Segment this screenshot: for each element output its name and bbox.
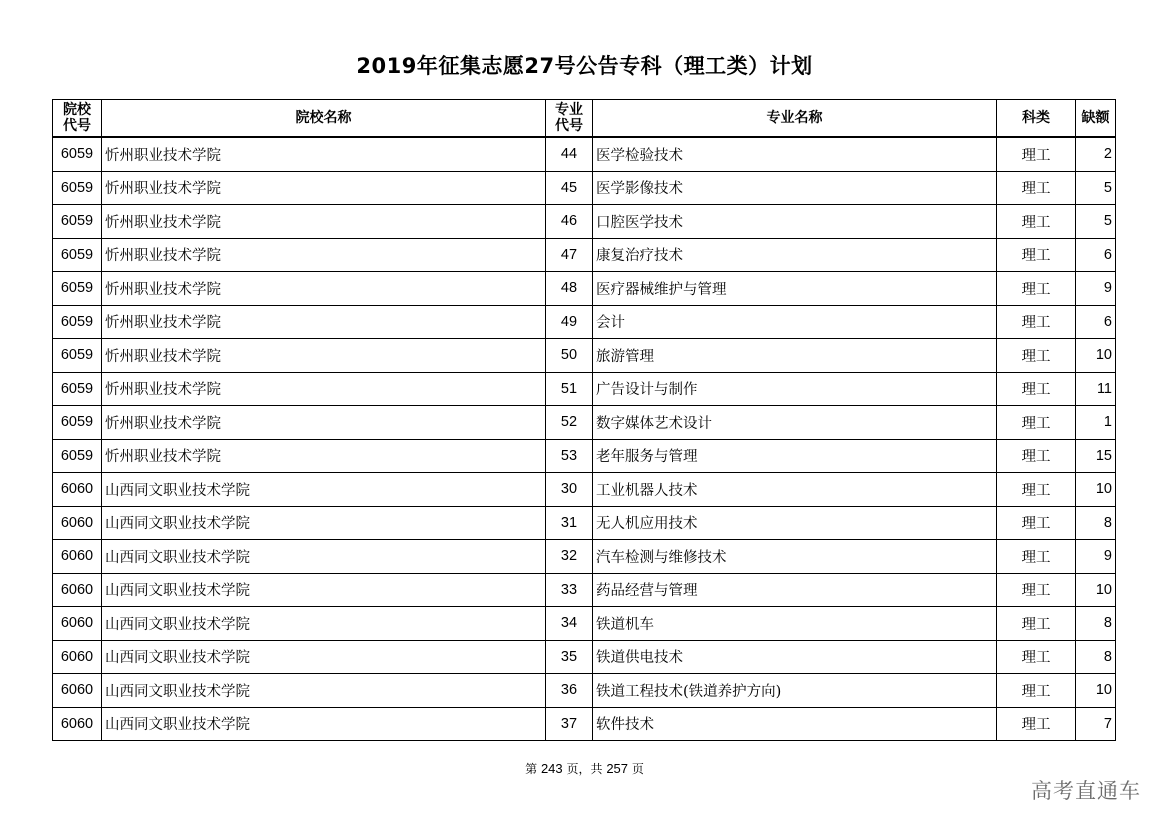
category-cell: 理工 <box>997 406 1076 440</box>
major-code-cell: 52 <box>546 406 593 440</box>
school-code-cell: 6060 <box>53 707 102 741</box>
school-name-cell: 山西同文职业技术学院 <box>102 473 546 507</box>
major-name-cell: 医疗器械维护与管理 <box>593 272 997 306</box>
school-name-cell: 山西同文职业技术学院 <box>102 506 546 540</box>
major-name-cell: 汽车检测与维修技术 <box>593 540 997 574</box>
school-code-cell: 6060 <box>53 473 102 507</box>
vacancies-cell: 8 <box>1076 640 1116 674</box>
school-code-cell: 6059 <box>53 171 102 205</box>
major-code-cell: 36 <box>546 674 593 708</box>
category-cell: 理工 <box>997 205 1076 239</box>
school-name-cell: 忻州职业技术学院 <box>102 439 546 473</box>
current-page-number: 243 <box>540 761 563 776</box>
header-school-name: 院校名称 <box>102 100 546 138</box>
school-code-cell: 6060 <box>53 674 102 708</box>
admission-plan-table <box>52 99 1116 741</box>
school-name-cell: 忻州职业技术学院 <box>102 137 546 171</box>
page-number-footer <box>0 760 1169 777</box>
table-row <box>53 238 1116 272</box>
school-name-cell: 忻州职业技术学院 <box>102 205 546 239</box>
vacancies-cell: 10 <box>1076 674 1116 708</box>
school-code-cell: 6059 <box>53 238 102 272</box>
category-cell: 理工 <box>997 372 1076 406</box>
school-name-cell: 忻州职业技术学院 <box>102 238 546 272</box>
school-name-cell: 忻州职业技术学院 <box>102 272 546 306</box>
table-row <box>53 506 1116 540</box>
major-code-cell: 37 <box>546 707 593 741</box>
school-name-cell: 忻州职业技术学院 <box>102 305 546 339</box>
major-code-cell: 45 <box>546 171 593 205</box>
category-cell: 理工 <box>997 540 1076 574</box>
category-cell: 理工 <box>997 674 1076 708</box>
school-code-cell: 6059 <box>53 339 102 373</box>
table-row <box>53 473 1116 507</box>
vacancies-cell: 10 <box>1076 473 1116 507</box>
major-name-cell: 广告设计与制作 <box>593 372 997 406</box>
table-row <box>53 540 1116 574</box>
category-cell: 理工 <box>997 137 1076 171</box>
school-code-cell: 6060 <box>53 607 102 641</box>
footer-prefix: 第 <box>525 762 538 776</box>
category-cell: 理工 <box>997 171 1076 205</box>
category-cell: 理工 <box>997 272 1076 306</box>
major-name-cell: 医学检验技术 <box>593 137 997 171</box>
category-cell: 理工 <box>997 238 1076 272</box>
school-code-cell: 6059 <box>53 406 102 440</box>
table-row <box>53 674 1116 708</box>
watermark-text: 高考直通车 <box>1031 779 1141 803</box>
major-code-cell: 32 <box>546 540 593 574</box>
major-code-cell: 51 <box>546 372 593 406</box>
major-name-cell: 旅游管理 <box>593 339 997 373</box>
total-pages-number: 257 <box>606 761 629 776</box>
table-row <box>53 137 1116 171</box>
major-code-cell: 49 <box>546 305 593 339</box>
school-name-cell: 山西同文职业技术学院 <box>102 573 546 607</box>
header-major-name: 专业名称 <box>593 100 997 138</box>
school-code-cell: 6059 <box>53 137 102 171</box>
vacancies-cell: 5 <box>1076 205 1116 239</box>
major-name-cell: 会计 <box>593 305 997 339</box>
table-row <box>53 305 1116 339</box>
vacancies-cell: 7 <box>1076 707 1116 741</box>
major-name-cell: 数字媒体艺术设计 <box>593 406 997 440</box>
table-row <box>53 339 1116 373</box>
school-code-cell: 6059 <box>53 372 102 406</box>
vacancies-cell: 9 <box>1076 540 1116 574</box>
major-code-cell: 44 <box>546 137 593 171</box>
major-name-cell: 康复治疗技术 <box>593 238 997 272</box>
category-cell: 理工 <box>997 506 1076 540</box>
vacancies-cell: 8 <box>1076 506 1116 540</box>
school-name-cell: 忻州职业技术学院 <box>102 372 546 406</box>
table-row <box>53 607 1116 641</box>
major-code-cell: 33 <box>546 573 593 607</box>
school-code-cell: 6060 <box>53 640 102 674</box>
school-code-cell: 6059 <box>53 439 102 473</box>
major-name-cell: 铁道供电技术 <box>593 640 997 674</box>
major-name-cell: 铁道机车 <box>593 607 997 641</box>
major-code-cell: 53 <box>546 439 593 473</box>
category-cell: 理工 <box>997 439 1076 473</box>
table-row <box>53 272 1116 306</box>
table-row <box>53 171 1116 205</box>
school-code-cell: 6060 <box>53 540 102 574</box>
school-name-cell: 山西同文职业技术学院 <box>102 540 546 574</box>
vacancies-cell: 8 <box>1076 607 1116 641</box>
table-row <box>53 205 1116 239</box>
major-code-cell: 34 <box>546 607 593 641</box>
major-name-cell: 铁道工程技术(铁道养护方向) <box>593 674 997 708</box>
vacancies-cell: 10 <box>1076 339 1116 373</box>
vacancies-cell: 9 <box>1076 272 1116 306</box>
page-title: 2019年征集志愿27号公告专科（理工类）计划 <box>356 54 813 78</box>
major-name-cell: 药品经营与管理 <box>593 573 997 607</box>
vacancies-cell: 1 <box>1076 406 1116 440</box>
header-category: 科类 <box>997 100 1076 138</box>
category-cell: 理工 <box>997 473 1076 507</box>
school-name-cell: 忻州职业技术学院 <box>102 171 546 205</box>
header-major-code: 专业 代号 <box>546 100 593 138</box>
category-cell: 理工 <box>997 607 1076 641</box>
vacancies-cell: 11 <box>1076 372 1116 406</box>
category-cell: 理工 <box>997 707 1076 741</box>
major-code-cell: 30 <box>546 473 593 507</box>
school-code-cell: 6059 <box>53 305 102 339</box>
school-code-cell: 6060 <box>53 573 102 607</box>
table-row <box>53 406 1116 440</box>
category-cell: 理工 <box>997 305 1076 339</box>
school-name-cell: 山西同文职业技术学院 <box>102 674 546 708</box>
vacancies-cell: 10 <box>1076 573 1116 607</box>
vacancies-cell: 2 <box>1076 137 1116 171</box>
vacancies-cell: 5 <box>1076 171 1116 205</box>
school-name-cell: 忻州职业技术学院 <box>102 339 546 373</box>
vacancies-cell: 15 <box>1076 439 1116 473</box>
major-code-cell: 35 <box>546 640 593 674</box>
school-name-cell: 山西同文职业技术学院 <box>102 607 546 641</box>
major-name-cell: 软件技术 <box>593 707 997 741</box>
category-cell: 理工 <box>997 573 1076 607</box>
major-code-cell: 50 <box>546 339 593 373</box>
table-row <box>53 372 1116 406</box>
major-name-cell: 医学影像技术 <box>593 171 997 205</box>
footer-suffix: 页 <box>631 762 644 776</box>
header-school-code: 院校 代号 <box>53 100 102 138</box>
school-code-cell: 6059 <box>53 205 102 239</box>
table-header-row <box>53 100 1116 138</box>
table-row <box>53 439 1116 473</box>
school-code-cell: 6059 <box>53 272 102 306</box>
major-name-cell: 老年服务与管理 <box>593 439 997 473</box>
major-code-cell: 31 <box>546 506 593 540</box>
major-name-cell: 口腔医学技术 <box>593 205 997 239</box>
table-row <box>53 640 1116 674</box>
footer-middle: 页，共 <box>566 762 603 776</box>
header-vacancies: 缺额 <box>1076 100 1116 138</box>
school-name-cell: 山西同文职业技术学院 <box>102 707 546 741</box>
table-row <box>53 573 1116 607</box>
category-cell: 理工 <box>997 640 1076 674</box>
major-name-cell: 工业机器人技术 <box>593 473 997 507</box>
table-row <box>53 707 1116 741</box>
category-cell: 理工 <box>997 339 1076 373</box>
school-name-cell: 山西同文职业技术学院 <box>102 640 546 674</box>
major-name-cell: 无人机应用技术 <box>593 506 997 540</box>
vacancies-cell: 6 <box>1076 305 1116 339</box>
major-code-cell: 48 <box>546 272 593 306</box>
school-code-cell: 6060 <box>53 506 102 540</box>
vacancies-cell: 6 <box>1076 238 1116 272</box>
school-name-cell: 忻州职业技术学院 <box>102 406 546 440</box>
major-code-cell: 47 <box>546 238 593 272</box>
major-code-cell: 46 <box>546 205 593 239</box>
